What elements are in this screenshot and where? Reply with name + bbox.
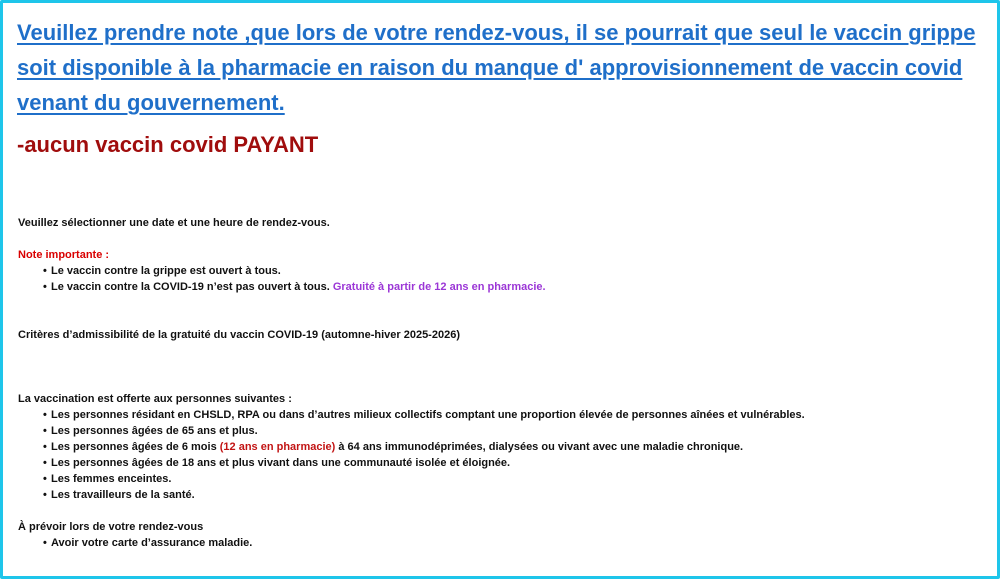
eligibility-item-text: Les travailleurs de la santé.	[51, 489, 195, 501]
eligibility-item-text: Les femmes enceintes.	[51, 473, 172, 485]
appointment-info	[18, 215, 988, 551]
list-item	[51, 279, 988, 295]
eligibility-item-text: Les personnes résidant en CHSLD, RPA ou dans d’autres milieux collectifs comptant une proportion élevée de personnes aînées et vulnérables.	[51, 409, 805, 421]
list-item	[51, 487, 988, 503]
criteria-title: Critères d’admissibilité de la gratuité du vaccin COVID-19 (automne-hiver 2025-2026)	[18, 329, 460, 341]
list-item	[51, 407, 988, 423]
note-title: Note importante :	[18, 249, 110, 261]
eligibility-item-text: Les personnes âgées de 65 ans et plus.	[51, 425, 258, 437]
eligibility-list	[18, 407, 988, 503]
eligibility-item-text: à 64 ans immunodéprimées, dialysées ou vivant avec une maladie chronique.	[338, 441, 744, 453]
note-list	[18, 263, 988, 295]
list-item	[51, 535, 988, 551]
prepare-list	[18, 535, 988, 551]
pharmacy-age-highlight: (12 ans en pharmacie)	[219, 441, 336, 453]
eligibility-item-text: Les personnes âgées de 18 ans et plus vivant dans une communauté isolée et éloignée.	[51, 457, 511, 469]
eligibility-title: La vaccination est offerte aux personnes suivantes :	[18, 393, 292, 405]
notice-headline-link[interactable]: Veuillez prendre note ,que lors de votre rendez-vous, il se pourrait que seul le vaccin grippe soit disponible à la pharmacie en raison du manque d' approvisionnement de vaccin covid venant du gouvernement.	[17, 20, 976, 115]
note-item-text: Le vaccin contre la grippe est ouvert à tous.	[51, 265, 281, 277]
list-item	[51, 439, 988, 455]
note-highlight: Gratuité à partir de 12 ans en pharmacie.	[332, 281, 546, 293]
list-item	[51, 423, 988, 439]
list-item	[51, 263, 988, 279]
no-paid-vaccine-warning: -aucun vaccin covid PAYANT	[17, 132, 319, 157]
list-item	[51, 471, 988, 487]
prepare-title: À prévoir lors de votre rendez-vous	[18, 521, 204, 533]
note-item-text: Le vaccin contre la COVID-19 n’est pas ouvert à tous.	[51, 281, 330, 293]
prepare-item-text: Avoir votre carte d’assurance maladie.	[51, 537, 253, 549]
list-item	[51, 455, 988, 471]
intro-text: Veuillez sélectionner une date et une heure de rendez-vous.	[18, 217, 330, 229]
eligibility-item-text: Les personnes âgées de 6 mois	[51, 441, 217, 453]
